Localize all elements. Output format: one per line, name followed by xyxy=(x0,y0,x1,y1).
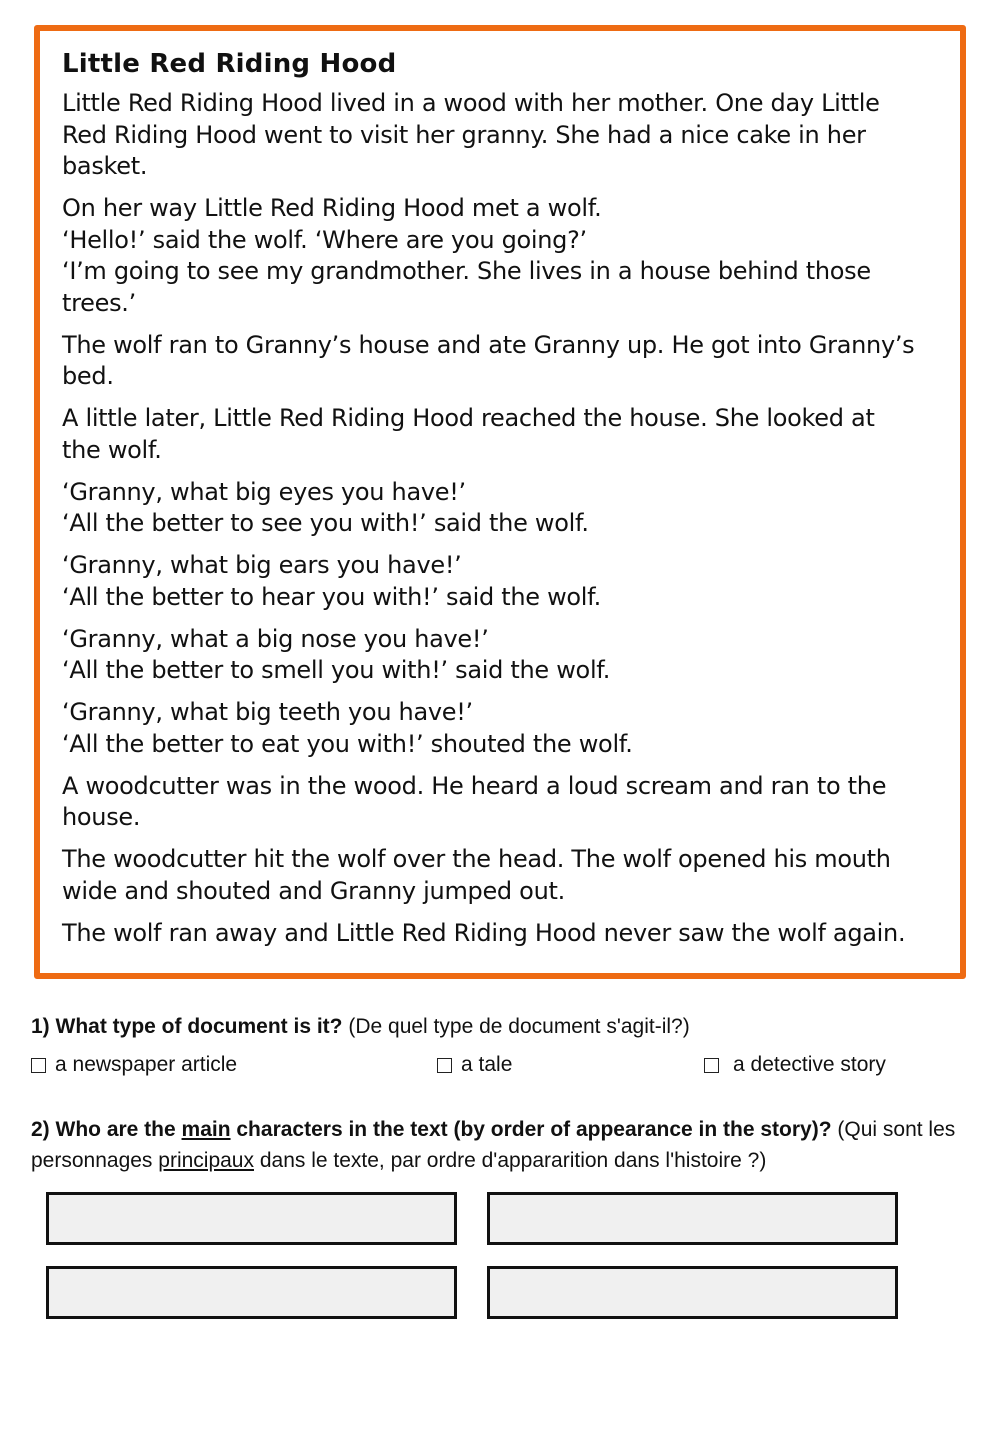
question-1-bold: 1) What type of document is it? xyxy=(31,1015,343,1038)
story-title: Little Red Riding Hood xyxy=(62,49,397,79)
story-line: ‘Granny, what big teeth you have!’ xyxy=(62,698,473,727)
question-2-bold: 2) Who are the main characters in the text (by order of appearance in the story)? xyxy=(31,1118,832,1141)
story-line: Red Riding Hood went to visit her granny. She had a nice cake in her xyxy=(62,120,866,149)
checkbox-icon[interactable] xyxy=(704,1058,719,1073)
option-label: a tale xyxy=(461,1053,513,1076)
option-label: a newspaper article xyxy=(55,1053,238,1076)
story-paragraph xyxy=(62,844,930,907)
checkbox-icon[interactable] xyxy=(31,1058,46,1073)
story-paragraph xyxy=(62,550,930,613)
question-2 xyxy=(31,1114,971,1176)
story-paragraph xyxy=(62,403,930,466)
question-2-translation: (Qui sont les personnages principaux dans le texte, par ordre d'appararition dans l'histoire ?) xyxy=(31,1118,956,1172)
question-1 xyxy=(31,1011,971,1042)
checkbox-icon[interactable] xyxy=(437,1058,452,1073)
story-line: ‘All the better to hear you with!’ said the wolf. xyxy=(62,582,601,611)
story-frame xyxy=(34,25,966,979)
story-paragraph xyxy=(62,193,930,319)
story-line: ‘All the better to smell you with!’ said the wolf. xyxy=(62,656,611,685)
option-label: a detective story xyxy=(733,1053,886,1076)
story-line: ‘Granny, what a big nose you have!’ xyxy=(62,624,489,653)
answer-box-3[interactable] xyxy=(46,1266,457,1319)
story-line: the wolf. xyxy=(62,435,162,464)
story-paragraph xyxy=(62,918,930,950)
option-detective-story[interactable] xyxy=(704,1053,886,1077)
story-line: ‘Hello!’ said the wolf. ‘Where are you going?’ xyxy=(62,225,587,254)
story-paragraph xyxy=(62,330,930,393)
story-line: ‘Granny, what big ears you have!’ xyxy=(62,551,462,580)
story-paragraph xyxy=(62,697,930,760)
answer-box-2[interactable] xyxy=(487,1192,898,1245)
story-line: ‘All the better to eat you with!’ shouted the wolf. xyxy=(62,729,633,758)
story-paragraph xyxy=(62,477,930,540)
story-paragraph xyxy=(62,624,930,687)
story-line: ‘I’m going to see my grandmother. She lives in a house behind those xyxy=(62,257,871,286)
story-line: The wolf ran to Granny’s house and ate Granny up. He got into Granny’s xyxy=(62,330,915,359)
story-line: ‘Granny, what big eyes you have!’ xyxy=(62,477,466,506)
answer-box-4[interactable] xyxy=(487,1266,898,1319)
answer-box-1[interactable] xyxy=(46,1192,457,1245)
story-line: house. xyxy=(62,803,141,832)
story-line: wide and shouted and Granny jumped out. xyxy=(62,876,565,905)
story-line: The wolf ran away and Little Red Riding Hood never saw the wolf again. xyxy=(62,918,906,947)
question-1-translation: (De quel type de document s'agit-il?) xyxy=(342,1015,690,1038)
story-paragraphs xyxy=(62,88,930,949)
story-line: The woodcutter hit the wolf over the head. The wolf opened his mouth xyxy=(62,845,891,874)
story-line: Little Red Riding Hood lived in a wood with her mother. One day Little xyxy=(62,89,880,118)
story-paragraph xyxy=(62,771,930,834)
story-line: bed. xyxy=(62,362,114,391)
story-line: On her way Little Red Riding Hood met a wolf. xyxy=(62,194,602,223)
option-newspaper[interactable] xyxy=(31,1053,237,1077)
story-paragraph xyxy=(62,88,930,183)
story-line: A woodcutter was in the wood. He heard a loud scream and ran to the xyxy=(62,771,887,800)
story-line: trees.’ xyxy=(62,288,136,317)
story-line: ‘All the better to see you with!’ said the wolf. xyxy=(62,509,589,538)
story-line: basket. xyxy=(62,152,148,181)
story-content xyxy=(62,49,930,960)
story-line: A little later, Little Red Riding Hood reached the house. She looked at xyxy=(62,404,875,433)
option-tale[interactable] xyxy=(437,1053,512,1077)
